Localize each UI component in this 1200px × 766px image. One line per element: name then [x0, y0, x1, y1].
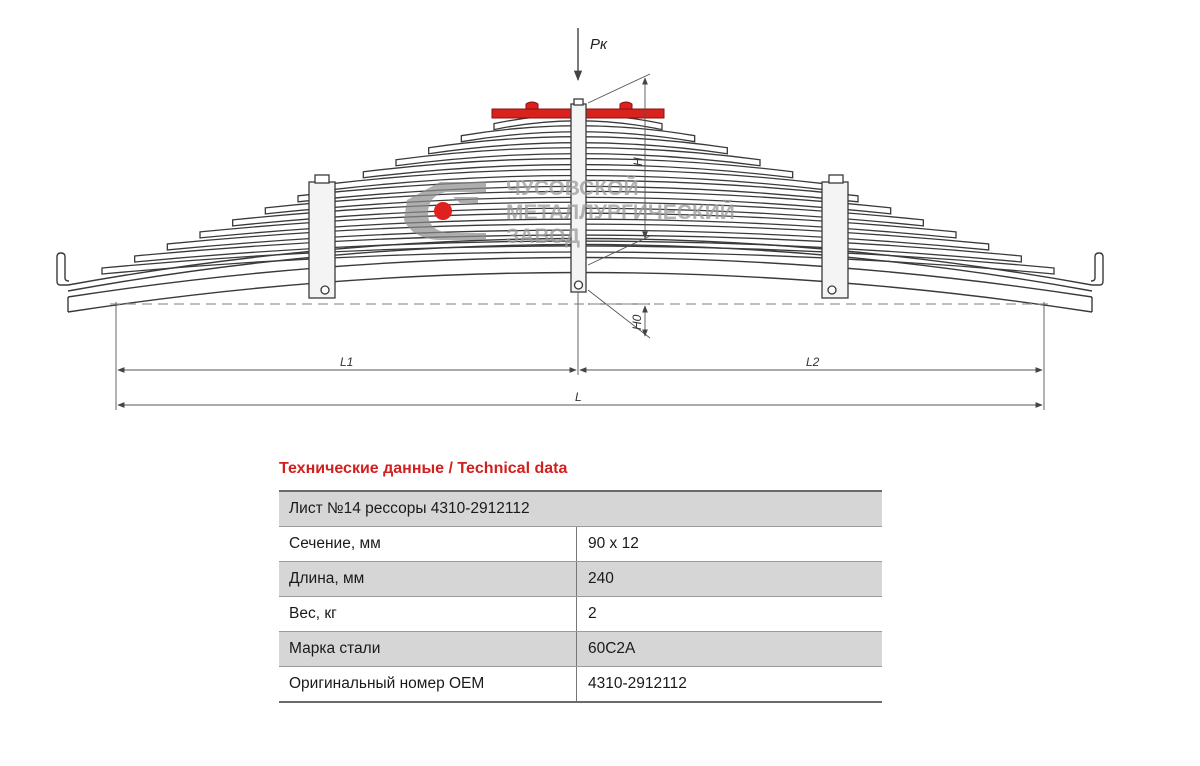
- l1-label: L1: [340, 355, 354, 369]
- row-label: Длина, мм: [279, 562, 577, 597]
- h0-label: H0: [630, 314, 644, 330]
- watermark-line3: ЗАВОД: [506, 225, 580, 248]
- highlighted-leaf-bolt-right: [620, 102, 632, 109]
- spring-eye-left: [57, 253, 69, 285]
- watermark-logo-dot: [434, 202, 452, 220]
- table-row: [279, 527, 882, 562]
- watermark-line2: МЕТАЛЛУРГИЧЕСКИЙ: [506, 201, 735, 224]
- row-label: Сечение, мм: [279, 527, 577, 562]
- table-row: [279, 562, 882, 597]
- table-row: [279, 597, 882, 632]
- table-title-cell: Лист №14 рессоры 4310-2912112: [279, 491, 882, 527]
- tech-data-table: [279, 490, 882, 703]
- l2-label: L2: [806, 355, 820, 369]
- row-label: Вес, кг: [279, 597, 577, 632]
- clamp-right: [822, 175, 848, 298]
- table-row: [279, 667, 882, 703]
- height-label: H: [631, 157, 645, 166]
- table-row: [279, 632, 882, 667]
- highlighted-leaf-bolt-left: [526, 102, 538, 109]
- row-label: Оригинальный номер OEM: [279, 667, 577, 703]
- tech-data-heading: Технические данные / Technical data: [279, 460, 568, 477]
- spring-eye-right: [1091, 253, 1103, 285]
- load-label: Pк: [590, 36, 608, 53]
- row-label: Марка стали: [279, 632, 577, 667]
- table-title-row: [279, 491, 882, 527]
- row-value: 60С2А: [577, 632, 883, 667]
- l-label: L: [575, 390, 582, 404]
- row-value: 240: [577, 562, 883, 597]
- row-value: 4310-2912112: [577, 667, 883, 703]
- watermark-line1: ЧУСОВСКОЙ: [506, 177, 639, 200]
- clamp-left: [309, 175, 335, 298]
- row-value: 2: [577, 597, 883, 632]
- row-value: 90 x 12: [577, 527, 883, 562]
